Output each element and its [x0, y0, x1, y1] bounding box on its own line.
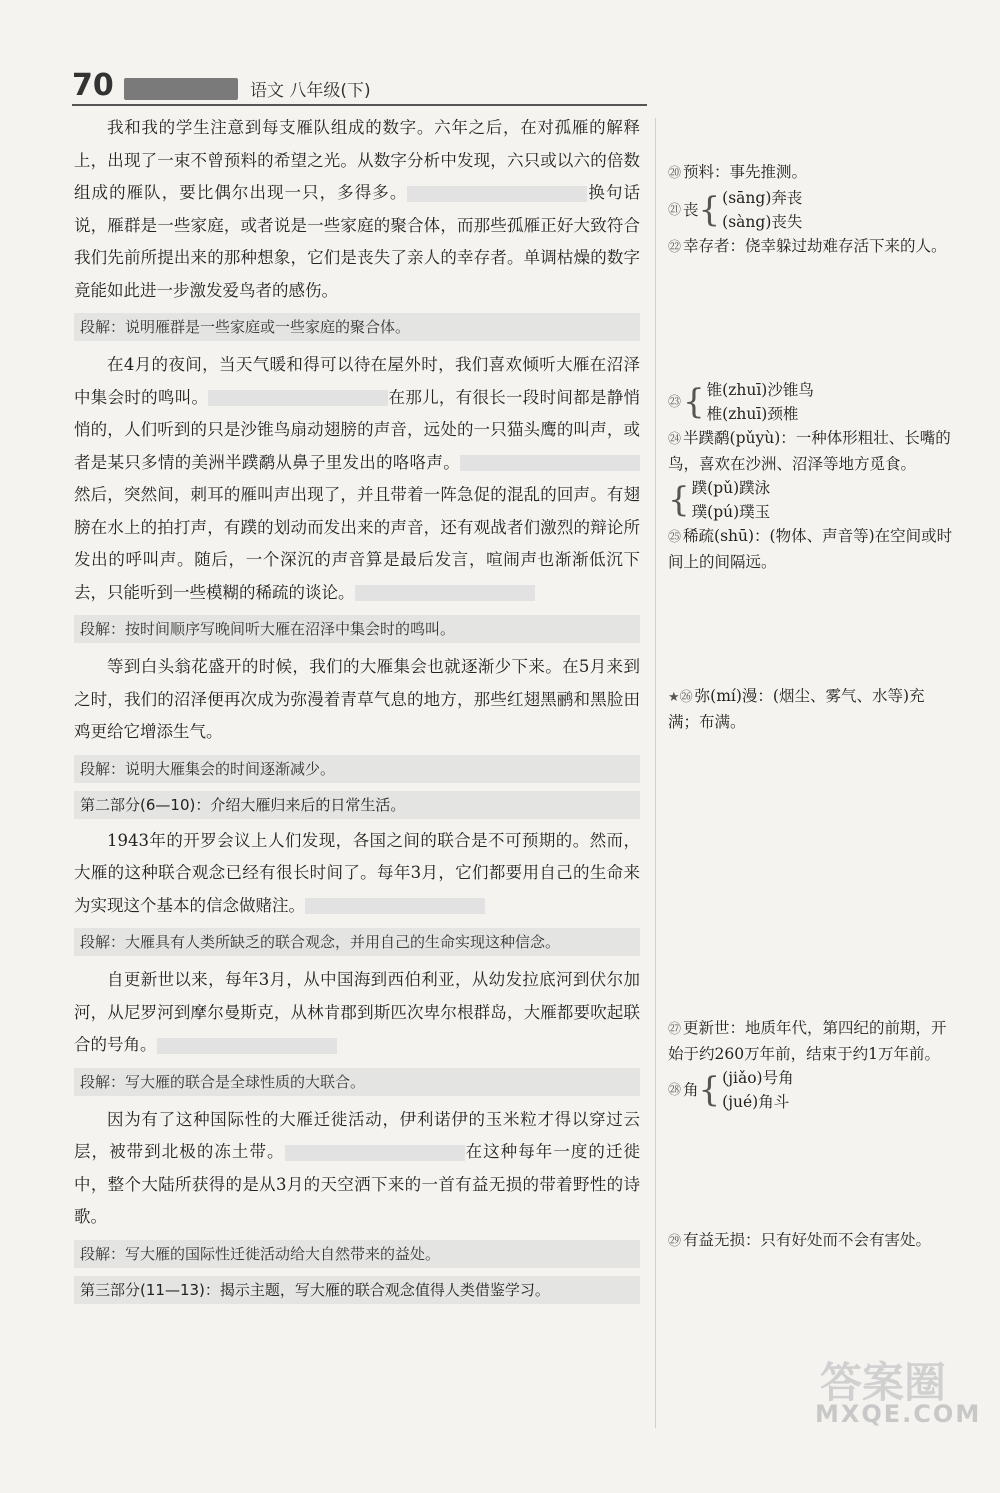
side-note: ㉓{ 锥(zhuī)沙锥鸟 椎(zhuī)颈椎	[668, 381, 814, 423]
side-note: { 蹼(pǔ)蹼泳 璞(pú)璞玉	[668, 479, 771, 521]
paragraph-analysis: 段解：大雁具有人类所缺乏的联合观念，并用自己的生命实现这种信念。	[74, 928, 640, 956]
side-note-group	[668, 378, 953, 574]
side-note-group	[668, 160, 953, 260]
note-marker-icon: ㉓	[668, 395, 682, 410]
faded-annotation	[460, 455, 640, 471]
faded-annotation	[157, 1038, 337, 1054]
side-note: ★㉖ 弥(mí)漫：(烟尘、雾气、水等)充满；布满。	[668, 687, 925, 731]
brace-icon: {	[698, 1070, 721, 1110]
note-marker-icon: ㉔	[668, 432, 682, 447]
paragraph-text: 换句话说，雁群是一些家庭，或者说是一些家庭的聚合体，而那些孤雁正好大致符合我们先前所提出来的那种想象，它们是丧失了亲人的幸存者。单调枯燥的数字竟能如此进一步激发爱鸟者的感伤。	[74, 183, 641, 300]
side-note-group	[668, 684, 953, 734]
paragraph-analysis: 段解：按时间顺序写晚间听大雁在沼泽中集会时的鸣叫。	[74, 615, 640, 643]
watermark-url: MXQE.COM	[815, 1400, 982, 1428]
faded-annotation	[355, 585, 535, 601]
paragraph-text: 在那儿，有很长一段时间都是静悄悄的，人们听到的只是沙锥鸟扇动翅膀的声音，远处的一只猫头鹰的叫声，或者是某只多情的美洲半蹼鹬从鼻子里发出的咯咯声。	[74, 387, 641, 472]
paragraph-text: 然后，突然间，刺耳的雁叫声出现了，并且带着一阵急促的混乱的回声。有翅膀在水上的拍打声，有蹼的划动而发出来的声音，还有观战者们激烈的辩论所发出的呼叫声。随后，一个深沉的声音算是最后发言，喧闹声也渐渐低沉下去，只能听到一些模糊的稀疏的谈论。	[74, 485, 640, 602]
paragraph-analysis: 段解：写大雁的联合是全球性质的大联合。	[74, 1068, 640, 1096]
side-note: ㉒ 幸存者：侥幸躲过劫难存活下来的人。	[668, 237, 947, 255]
paragraph-text: 在4月的夜间，当天气暖和得可以待在屋外时，我们喜欢倾听大雁在沼泽中集会时的鸣叫。	[74, 355, 640, 407]
note-marker-icon: ㉕	[668, 530, 682, 545]
column-divider	[655, 118, 656, 1428]
brace-icon: {	[683, 382, 705, 422]
header-rule	[72, 104, 647, 106]
side-note: ㉘ 角{ (jiǎo)号角 (jué)角斗	[668, 1069, 794, 1111]
faded-annotation	[407, 186, 587, 202]
paragraph	[74, 1104, 640, 1234]
paragraph-text: 1943年的开罗会议上人们发现，各国之间的联合是不可预期的。然而，大雁的这种联合观念已经有很长时间了。每年3月，它们都要用自己的生命来为实现这个基本的信念做赌注。	[74, 830, 640, 915]
note-marker-icon: ㉒	[668, 240, 682, 255]
faded-annotation	[208, 390, 388, 406]
brace-icon: {	[698, 190, 721, 230]
paragraph	[74, 349, 640, 609]
note-marker-icon: ㉗	[668, 1022, 682, 1037]
watermark-logo: 答案圈	[820, 1358, 947, 1407]
note-marker-icon: ⑳	[668, 166, 682, 181]
faded-annotation	[285, 1145, 465, 1161]
page-number: 70	[72, 68, 114, 103]
paragraph-analysis: 段解：说明大雁集会的时间逐渐减少。	[74, 755, 640, 783]
paragraph: 等到白头翁花盛开的时候，我们的大雁集会也就逐渐少下来。在5月来到之时，我们的沼泽便再次成为弥漫着青草气息的地方，那些红翅黑鹂和黑脸田鸡更给它增添生气。	[74, 657, 640, 741]
side-note: ㉗ 更新世：地质年代，第四纪的前期，开始于约260万年前，结束于约1万年前。	[668, 1019, 947, 1063]
note-marker-icon: ㉑	[668, 203, 682, 218]
paragraph-text: 在这种每年一度的迁徙中，整个大陆所获得的是从3月的天空洒下来的一首有益无损的带着野性的诗歌。	[74, 1142, 641, 1226]
side-note: ㉑ 丧{ (sāng)奔丧 (sàng)丧失	[668, 189, 803, 231]
paragraph	[74, 825, 640, 923]
brace-icon: {	[668, 480, 690, 520]
side-note: ㉙ 有益无损：只有好处而不会有害处。	[668, 1231, 932, 1249]
paragraph	[74, 112, 640, 307]
side-note-group	[668, 1228, 953, 1254]
paragraph-text: 自更新世以来，每年3月，从中国海到西伯利亚，从幼发拉底河到伏尔加河，从尼罗河到摩尔曼斯克，从林肯郡到斯匹次卑尔根群岛，大雁都要吹起联合的号角。	[74, 970, 640, 1054]
paragraph-analysis: 段解：说明雁群是一些家庭或一些家庭的聚合体。	[74, 313, 640, 341]
main-text	[74, 112, 640, 1310]
note-marker-icon: ㉙	[668, 1234, 682, 1249]
paragraph-analysis: 段解：写大雁的国际性迁徙活动给大自然带来的益处。	[74, 1240, 640, 1268]
star-icon: ★㉖	[668, 690, 693, 705]
paragraph-text: 因为有了这种国际性的大雁迁徙活动，伊利诺伊的玉米粒才得以穿过云层，被带到北极的冻土带。	[74, 1109, 640, 1161]
header-subject: 语文 八年级(下)	[250, 81, 371, 101]
side-note-group	[668, 1016, 953, 1114]
side-note: ⑳ 预料：事先推测。	[668, 163, 808, 181]
side-note: ㉕ 稀疏(shū)：(物体、声音等)在空间或时间上的间隔远。	[668, 527, 953, 571]
note-marker-icon: ㉘	[668, 1083, 682, 1098]
paragraph	[74, 964, 640, 1062]
part-heading: 第三部分(11—13)：揭示主题，写大雁的联合观念值得人类借鉴学习。	[74, 1276, 640, 1304]
faded-annotation	[305, 898, 485, 914]
paragraph-text: 我和我的学生注意到每支雁队组成的数字。六年之后，在对孤雁的解释上，出现了一束不曾预料的希望之光。从数字分析中发现，六只或以六的倍数组成的雁队，要比偶尔出现一只，多得多。	[74, 118, 640, 202]
header-badge	[124, 78, 238, 100]
part-heading: 第二部分(6—10)：介绍大雁归来后的日常生活。	[74, 791, 640, 819]
side-note: ㉔ 半蹼鹬(pǔyù)：一种体形粗壮、长嘴的鸟，喜欢在沙洲、沼泽等地方觅食。	[668, 429, 951, 473]
